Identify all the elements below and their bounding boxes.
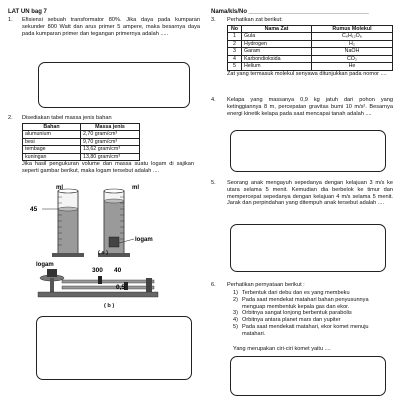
list-item [233,310,393,317]
table-row [228,63,393,70]
right-cylinder-illustration [98,189,134,257]
balance-scale-figure [28,258,178,303]
table-cell: 5 [228,63,242,70]
table-cell: 2,70 gram/cm³ [81,131,140,138]
table-header: No [228,26,242,33]
table-row [228,33,393,40]
q1-number: 1. [8,17,13,23]
figure-b-caption: ( b ) [104,303,115,309]
q2-text: Jika hasil pengukuran volume dan massa suatu logam di sajikan seperti gambar berikut, maka logam tersebut adalah .... [22,161,194,174]
list-item-number: 3) [233,310,238,317]
logam-label-b: logam [36,262,54,268]
table-cell: besi [23,138,81,145]
list-item-text: Terbentuk dari debu dan es yang membeku [242,290,350,296]
list-item-text: Pada saat mendekati matahari, ekor komet menuju matahari. [242,324,369,337]
table-cell: alumunium [23,131,81,138]
scale-300-label: 300 [92,267,103,274]
left-cylinder-illustration [42,189,84,257]
q3-text: Zat yang termasuk molekul senyawa ditunjukkan pada nomor .... [227,71,387,77]
q5-text: Seorang anak mengayuh sepedanya dengan kelajuan 3 m/s ke utara selama 5 menit. Kemudian dia berbelok ke timur dan mempercepat sepedanya dengan kelajuan 4 m/s selama 5 menit. Jarak dan perpindahan yang ditempuh anak tersebut adalah .... [227,180,393,207]
table-row [228,55,393,62]
table-header: Bahan [23,124,81,131]
table-cell: CO₂ [312,55,393,62]
q1-text: Efisiensi sebuah transformator 80%. Jika daya pada kumparan sekunder 800 Watt dan arus primer 5 ampere, maka besarnya daya pada kumparan primer dan tegangan primernya adalah ..... [22,17,200,37]
scale-05-label: 0,5 [116,284,126,291]
substance-table [227,25,393,71]
table-header-row [23,124,140,131]
q3-number: 3. [211,17,216,23]
list-item-number: 5) [233,324,238,331]
table-cell: 4 [228,55,242,62]
measuring-cylinders-figure [30,181,180,261]
table-cell: Gula [242,33,312,40]
table-cell: Karbondioksida [242,55,312,62]
list-item [233,297,393,311]
q4-number: 4. [211,97,216,103]
table-cell: He [312,63,393,70]
q3-intro: Perhatikan zat berikut: [227,17,283,23]
list-item-number: 4) [233,317,238,324]
table-cell: Garam [242,48,312,55]
table-row [23,146,140,153]
list-item-number: 1) [233,290,238,296]
table-header: Rumus Molekul [312,26,393,33]
table-cell: H₂ [312,40,393,47]
list-item-number: 2) [233,296,238,303]
table-cell: C₆H₁₂O₆ [312,33,393,40]
q6-number: 6. [211,282,216,288]
scale-40-label: 40 [114,267,122,274]
table-cell: kuningan [23,153,81,160]
table-row [228,48,393,55]
table-cell: tembage [23,146,81,153]
table-cell: NaOH [312,48,393,55]
q6-statement-list [233,290,393,338]
q6-answer-box[interactable] [230,356,386,396]
q1-answer-box[interactable] [38,62,190,108]
table-header: Nama Zat [242,26,312,33]
table-cell: 9,70 gram/cm³ [81,138,140,145]
list-item [233,324,393,338]
list-item [233,290,393,297]
table-row [23,138,140,145]
table-cell: Hydrogen [242,40,312,47]
list-item [233,317,393,324]
q4-text: Kelapa yang massanya 0,9 kg jatuh dari pohon yang ketinggiannya 8 m, percepatan gravitas bumi 10 m/s². Besarnya energi kinetik kelapa pada saat mencapai tanah adalah .... [227,97,393,117]
left-level-label: 45 [30,206,38,213]
logam-label-a: logam [135,237,153,243]
worksheet-title: LAT UN bag 7 [8,9,47,15]
table-cell: 13,62 gram/cm³ [81,146,140,153]
list-item-text: Orbitnya antara planet mars dan yupiter [242,317,341,324]
table-header: Massa jenis [81,124,140,131]
left-ml-label: ml [56,185,64,191]
table-cell: 13,80 gram/cm³ [81,153,140,160]
student-identity-line: Nama/kls/No ____________________________________ [211,9,369,15]
q4-answer-box[interactable] [230,130,386,172]
list-item-text: Pada saat mendekat matahari bahan penyusunnya menguap membentuk kepala gas dan ekor. [242,296,369,310]
table-row [23,153,140,160]
q2-intro: Disediakan tabel massa jenis bahan [22,115,112,121]
q2-answer-box[interactable] [36,316,192,380]
table-cell: Helium [242,63,312,70]
table-row [228,40,393,47]
table-row [23,131,140,138]
table-cell: 1 [228,33,242,40]
table-cell: 2 [228,40,242,47]
figure-a-caption: ( a ) [98,250,108,256]
table-cell: 3 [228,48,242,55]
q6-outro: Yang merupakan ciri-ciri komet yaitu .... [233,346,331,352]
q6-intro: Perhatikan pernyataan berikut : [227,282,305,288]
table-header-row [228,26,393,33]
q5-answer-box[interactable] [230,224,386,272]
density-table [22,123,140,161]
q5-number: 5. [211,180,216,186]
right-ml-label: ml [132,185,140,191]
q2-number: 2. [8,115,13,121]
list-item-text: Orbitnya sangat lonjong berbentuk parabolis [242,310,352,317]
